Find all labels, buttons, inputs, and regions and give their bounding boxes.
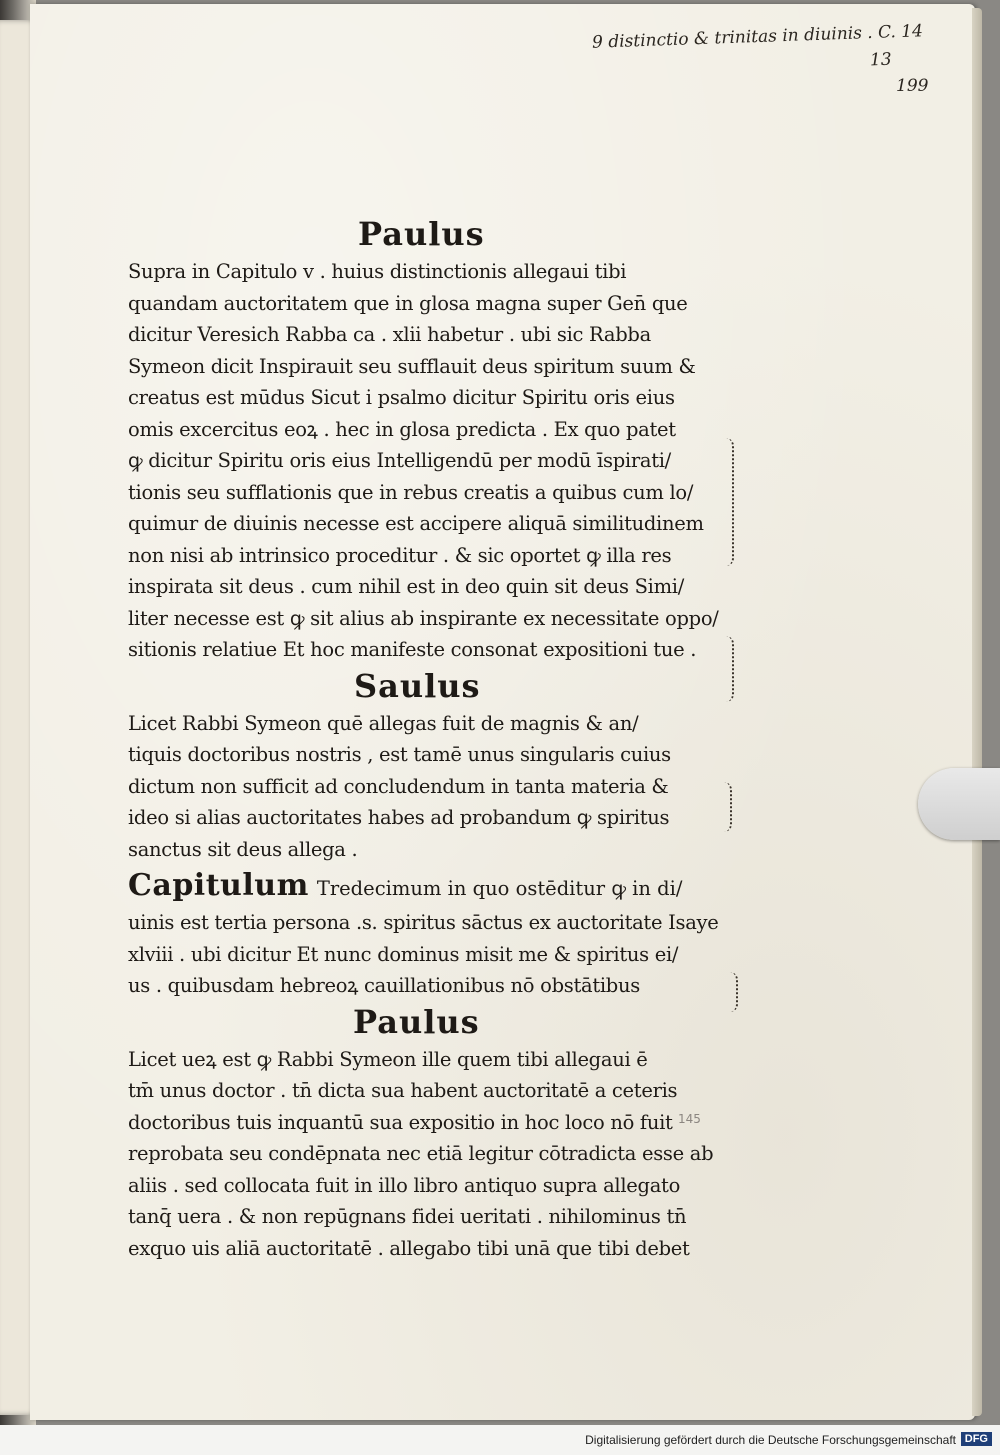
chapter-caption xyxy=(128,865,728,907)
text-line: non nisi ab intrinsico proceditur . & sic oportet ꝙ illa res xyxy=(128,543,672,567)
text-line: exquo uis aliā auctoritatē . allegabo tibi unā que tibi debet xyxy=(128,1236,690,1260)
manuscript-subnumber: 13 xyxy=(869,49,892,71)
text-line: dictum non sufficit ad concludendum in tanta materia & xyxy=(128,774,669,798)
text-line: reprobata seu condēpnata nec etiā legitur cōtradicta esse ab xyxy=(128,1142,714,1165)
text-line: doctoribus tuis inquantū sua expositio in hoc loco nō fuit xyxy=(128,1110,673,1134)
margin-brace xyxy=(716,782,732,832)
text-line: tionis seu sufflationis que in rebus creatis a quibus cum lo/ xyxy=(128,480,694,504)
text-line: ꝙ dicitur Spiritu oris eius Intelligendū per modū īspirati/ xyxy=(128,449,671,472)
dfg-logo: DFG xyxy=(961,1432,992,1446)
text-line: inspirata sit deus . cum nihil est in deo quin sit deus Simi/ xyxy=(128,575,685,598)
footer-bar xyxy=(0,1425,1000,1455)
page-stack-edge xyxy=(972,8,982,1416)
text-line: quandam auctoritatem que in glosa magna super Gen̄ que xyxy=(128,291,688,315)
manuscript-note: 9 distinctio & trinitas in diuinis . C. 14 xyxy=(591,21,924,53)
margin-brace xyxy=(722,972,738,1012)
margin-brace xyxy=(718,438,734,566)
text-line: tanq̄ uera . & non repūgnans fidei ueritati . nihilominus tn̄ xyxy=(128,1205,687,1228)
text-line: dicitur Veresich Rabba ca . xlii habetur . ubi sic Rabba xyxy=(128,323,651,346)
main-text xyxy=(128,214,728,1264)
margin-brace xyxy=(718,636,734,702)
text-line: Licet Rabbi Symeon quē allegas fuit de magnis & an/ xyxy=(128,711,639,735)
text-line: Symeon dicit Inspirauit seu sufflauit deus spiritum suum & xyxy=(128,354,696,378)
footer-text: Digitalisierung gefördert durch die Deutsche Forschungsgemeinschaft xyxy=(585,1433,956,1447)
text-line: omis excercitus eoꝝ . hec in glosa predicta . Ex quo patet xyxy=(128,417,676,441)
text-line: tiquis doctoribus nostris , est tamē unus singularis cuius xyxy=(128,743,671,766)
text-line: liter necesse est ꝙ sit alius ab inspirante ex necessitate oppo/ xyxy=(128,606,719,630)
text-line: xlviii . ubi dicitur Et nunc dominus misit me & spiritus ei/ xyxy=(128,942,679,966)
text-line: ideo si alias auctoritates habes ad probandum ꝙ spiritus xyxy=(128,806,670,829)
text-line: Licet ueꝝ est ꝙ Rabbi Symeon ille quem tibi allegaui ē xyxy=(128,1047,648,1071)
text-line: sanctus sit deus allega . xyxy=(128,837,358,861)
text-line: uinis est tertia persona .s. spiritus sāctus ex auctoritate Isaye xyxy=(128,911,719,934)
speaker-heading: Paulus xyxy=(353,1002,480,1041)
chapter-title-rest: Tredecimum in quo ostēditur ꝙ in di/ xyxy=(316,877,683,900)
text-line: sitionis relatiue Et hoc manifeste consonat expositioni tue . xyxy=(128,638,697,661)
chapter-word: Capitulum xyxy=(128,868,309,903)
speaker-heading: Paulus xyxy=(358,215,485,253)
text-line: us . quibusdam hebreoꝝ cauillationibus nō obstātibus xyxy=(128,974,640,997)
text-line: quimur de diuinis necesse est accipere aliquā similitudinem xyxy=(128,512,704,535)
text-line: aliis . sed collocata fuit in illo libro antiquo supra allegato xyxy=(128,1173,681,1197)
text-line: Supra in Capitulo v . huius distinctionis allegaui tibi xyxy=(128,260,627,283)
text-line: tm̄ unus doctor . tn̄ dicta sua habent auctoritatē a ceteris xyxy=(128,1079,678,1102)
page-clip xyxy=(918,768,1000,840)
speaker-heading: Saulus xyxy=(354,666,481,705)
text-line: creatus est mūdus Sicut i psalmo dicitur Spiritu oris eius xyxy=(128,386,675,409)
folio-number: 199 xyxy=(896,76,929,96)
pencil-number: 145 xyxy=(678,1112,701,1126)
